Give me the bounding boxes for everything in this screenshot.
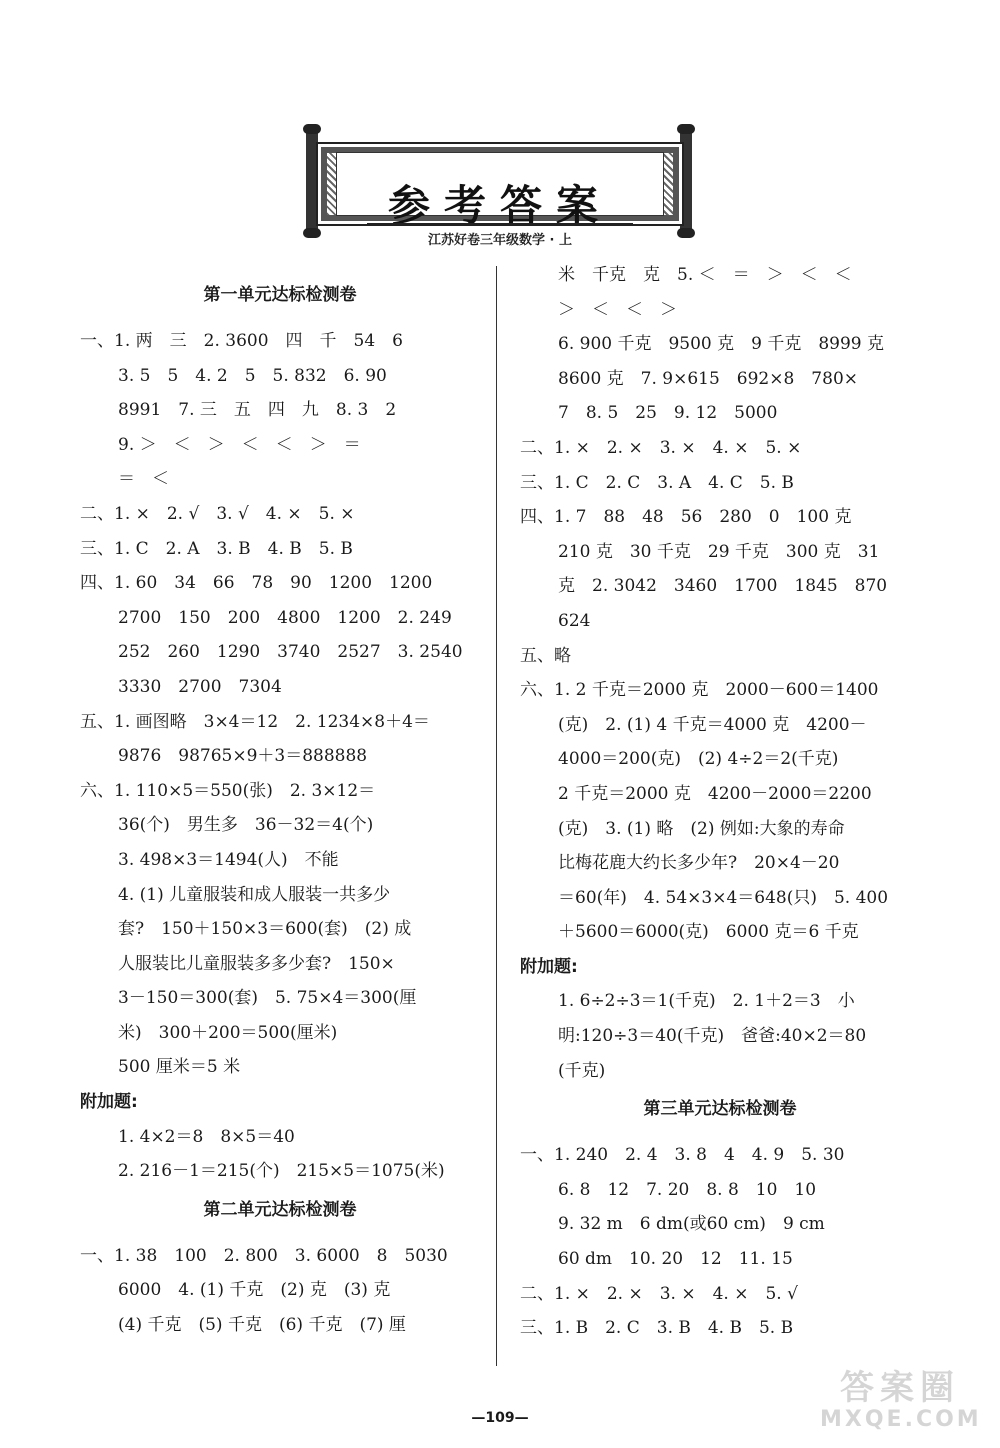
scroll-frame (316, 142, 684, 248)
answer-line: 1. 6÷2÷3＝1(千克) 2. 1＋2＝3 小 (558, 991, 855, 1012)
answer-line: 36(个) 男生多 36－32＝4(个) (118, 815, 374, 836)
answer-line: 624 (558, 610, 591, 631)
question-group-line: 三、1. C 2. A 3. B 4. B 5. B (80, 538, 353, 559)
answer-line: 1. 4×2＝8 8×5＝40 (118, 1126, 295, 1147)
page-number: —109— (471, 1410, 529, 1426)
answer-line: 人服装比儿童服装多多少套? 150× (118, 953, 395, 974)
answer-line: (克) 2. (1) 4 千克＝4000 克 4200－ (558, 714, 867, 735)
answer-line: 套? 150＋150×3＝600(套) (2) 成 (118, 919, 412, 940)
section-heading: 第三单元达标检测卷 (643, 1099, 797, 1120)
page-title: 参考答案 (387, 181, 612, 230)
question-group-line: 二、1. × 2. √ 3. √ 4. × 5. × (80, 503, 355, 524)
answer-line: 6. 900 千克 9500 克 9 千克 8999 克 (558, 334, 885, 355)
watermark-logo-text: 答案圈 (840, 1368, 960, 1408)
answer-line: 3. 498×3＝1494(人) 不能 (118, 849, 339, 870)
answer-line: 2700 150 200 4800 1200 2. 249 (118, 607, 452, 628)
answer-line: 8991 7. 三 五 四 九 8. 3 2 (118, 400, 397, 421)
answer-line: 2. 216－1＝215(个) 215×5＝1075(米) (118, 1161, 445, 1182)
answer-line: ＝ ＜ (118, 469, 169, 490)
question-group-line: 一、1. 38 100 2. 800 3. 6000 8 5030 (80, 1245, 448, 1266)
answer-line: 500 厘米＝5 米 (118, 1057, 241, 1078)
page-subtitle: 江苏好卷三年级数学 · 上 (428, 233, 572, 248)
answer-line: 9876 98765×9＋3＝888888 (118, 746, 368, 767)
answer-line: (4) 千克 (5) 千克 (6) 千克 (7) 厘 (118, 1315, 406, 1336)
answer-line: 7 8. 5 25 9. 12 5000 (558, 403, 778, 424)
section-heading: 第一单元达标检测卷 (203, 285, 357, 305)
question-group-line: 三、1. C 2. C 3. A 4. C 5. B (520, 472, 794, 493)
answer-line: 3330 2700 7304 (118, 676, 282, 697)
title-banner (300, 124, 698, 248)
right-answer-column (520, 258, 920, 1346)
answer-line: 252 260 1290 3740 2527 3. 2540 (118, 642, 463, 663)
watermark-logo (820, 1368, 980, 1438)
answer-line: 3－150＝300(套) 5. 75×4＝300(厘 (118, 988, 417, 1009)
answer-line: (克) 3. (1) 略 (2) 例如:大象的寿命 (558, 818, 845, 839)
answer-line: ＋5600＝6000(克) 6000 克＝6 千克 (558, 922, 859, 943)
column-divider (496, 266, 497, 1366)
question-group-line: 五、1. 画图略 3×4＝12 2. 1234×8＋4＝ (80, 711, 430, 732)
answer-line: 米 千克 克 5. ＜ ＝ ＞ ＜ ＜ (558, 265, 852, 285)
answer-line: ＝60(年) 4. 54×3×4＝648(只) 5. 400 (558, 887, 889, 908)
answer-line: 3. 5 5 4. 2 5 5. 832 6. 90 (118, 365, 387, 386)
question-group-line: 一、1. 240 2. 4 3. 8 4 4. 9 5. 30 (520, 1145, 845, 1166)
answer-line: 2 千克＝2000 克 4200－2000＝2200 (558, 783, 872, 804)
left-answer-column (80, 274, 480, 1343)
answer-line: 60 dm 10. 20 12 11. 15 (558, 1249, 793, 1270)
scroll-inner (336, 152, 664, 248)
answer-line: 6. 8 12 7. 20 8. 8 10 10 (558, 1179, 817, 1200)
question-group-line: 六、1. 110×5＝550(张) 2. 3×12＝ (80, 780, 376, 801)
answer-line: 米) 300＋200＝500(厘米) (118, 1022, 338, 1043)
answer-line: (千克) (558, 1060, 606, 1081)
title-rule (367, 223, 633, 225)
answer-line: 6000 4. (1) 千克 (2) 克 (3) 克 (118, 1280, 391, 1301)
question-group-line: 五、略 (520, 645, 571, 666)
answer-line: 4. (1) 儿童服装和成人服装一共多少 (118, 884, 391, 905)
question-group-line: 二、1. × 2. × 3. × 4. × 5. × (520, 437, 802, 458)
answer-line: 9. 32 m 6 dm(或60 cm) 9 cm (558, 1214, 825, 1235)
question-group-line: 二、1. × 2. × 3. × 4. × 5. √ (520, 1283, 798, 1304)
answer-line: 9. ＞ ＜ ＞ ＜ ＜ ＞ ＝ (118, 434, 361, 455)
answer-line: 8600 克 7. 9×615 692×8 780× (558, 368, 858, 389)
answer-line: 4000＝200(克) (2) 4÷2＝2(千克) (558, 749, 839, 770)
answer-line: 明:120÷3＝40(千克) 爸爸:40×2＝80 (558, 1026, 867, 1047)
bonus-heading: 附加题: (80, 1092, 138, 1113)
question-group-line: 四、1. 60 34 66 78 90 1200 1200 (80, 573, 433, 594)
watermark-url: MXQE.COM (820, 1407, 982, 1432)
answer-line: 比梅花鹿大约长多少年? 20×4－20 (558, 853, 840, 874)
answer-line: 210 克 30 千克 29 千克 300 克 31 (558, 541, 880, 562)
answer-line: 克 2. 3042 3460 1700 1845 870 (558, 576, 888, 597)
section-heading: 第二单元达标检测卷 (203, 1199, 357, 1220)
question-group-line: 一、1. 两 三 2. 3600 四 千 54 6 (80, 331, 403, 351)
question-group-line: 三、1. B 2. C 3. B 4. B 5. B (520, 1318, 794, 1339)
question-group-line: 六、1. 2 千克＝2000 克 2000－600＝1400 (520, 680, 879, 701)
answer-line: ＞ ＜ ＜ ＞ (558, 299, 677, 320)
question-group-line: 四、1. 7 88 48 56 280 0 100 克 (520, 507, 852, 528)
bonus-heading: 附加题: (520, 956, 578, 977)
